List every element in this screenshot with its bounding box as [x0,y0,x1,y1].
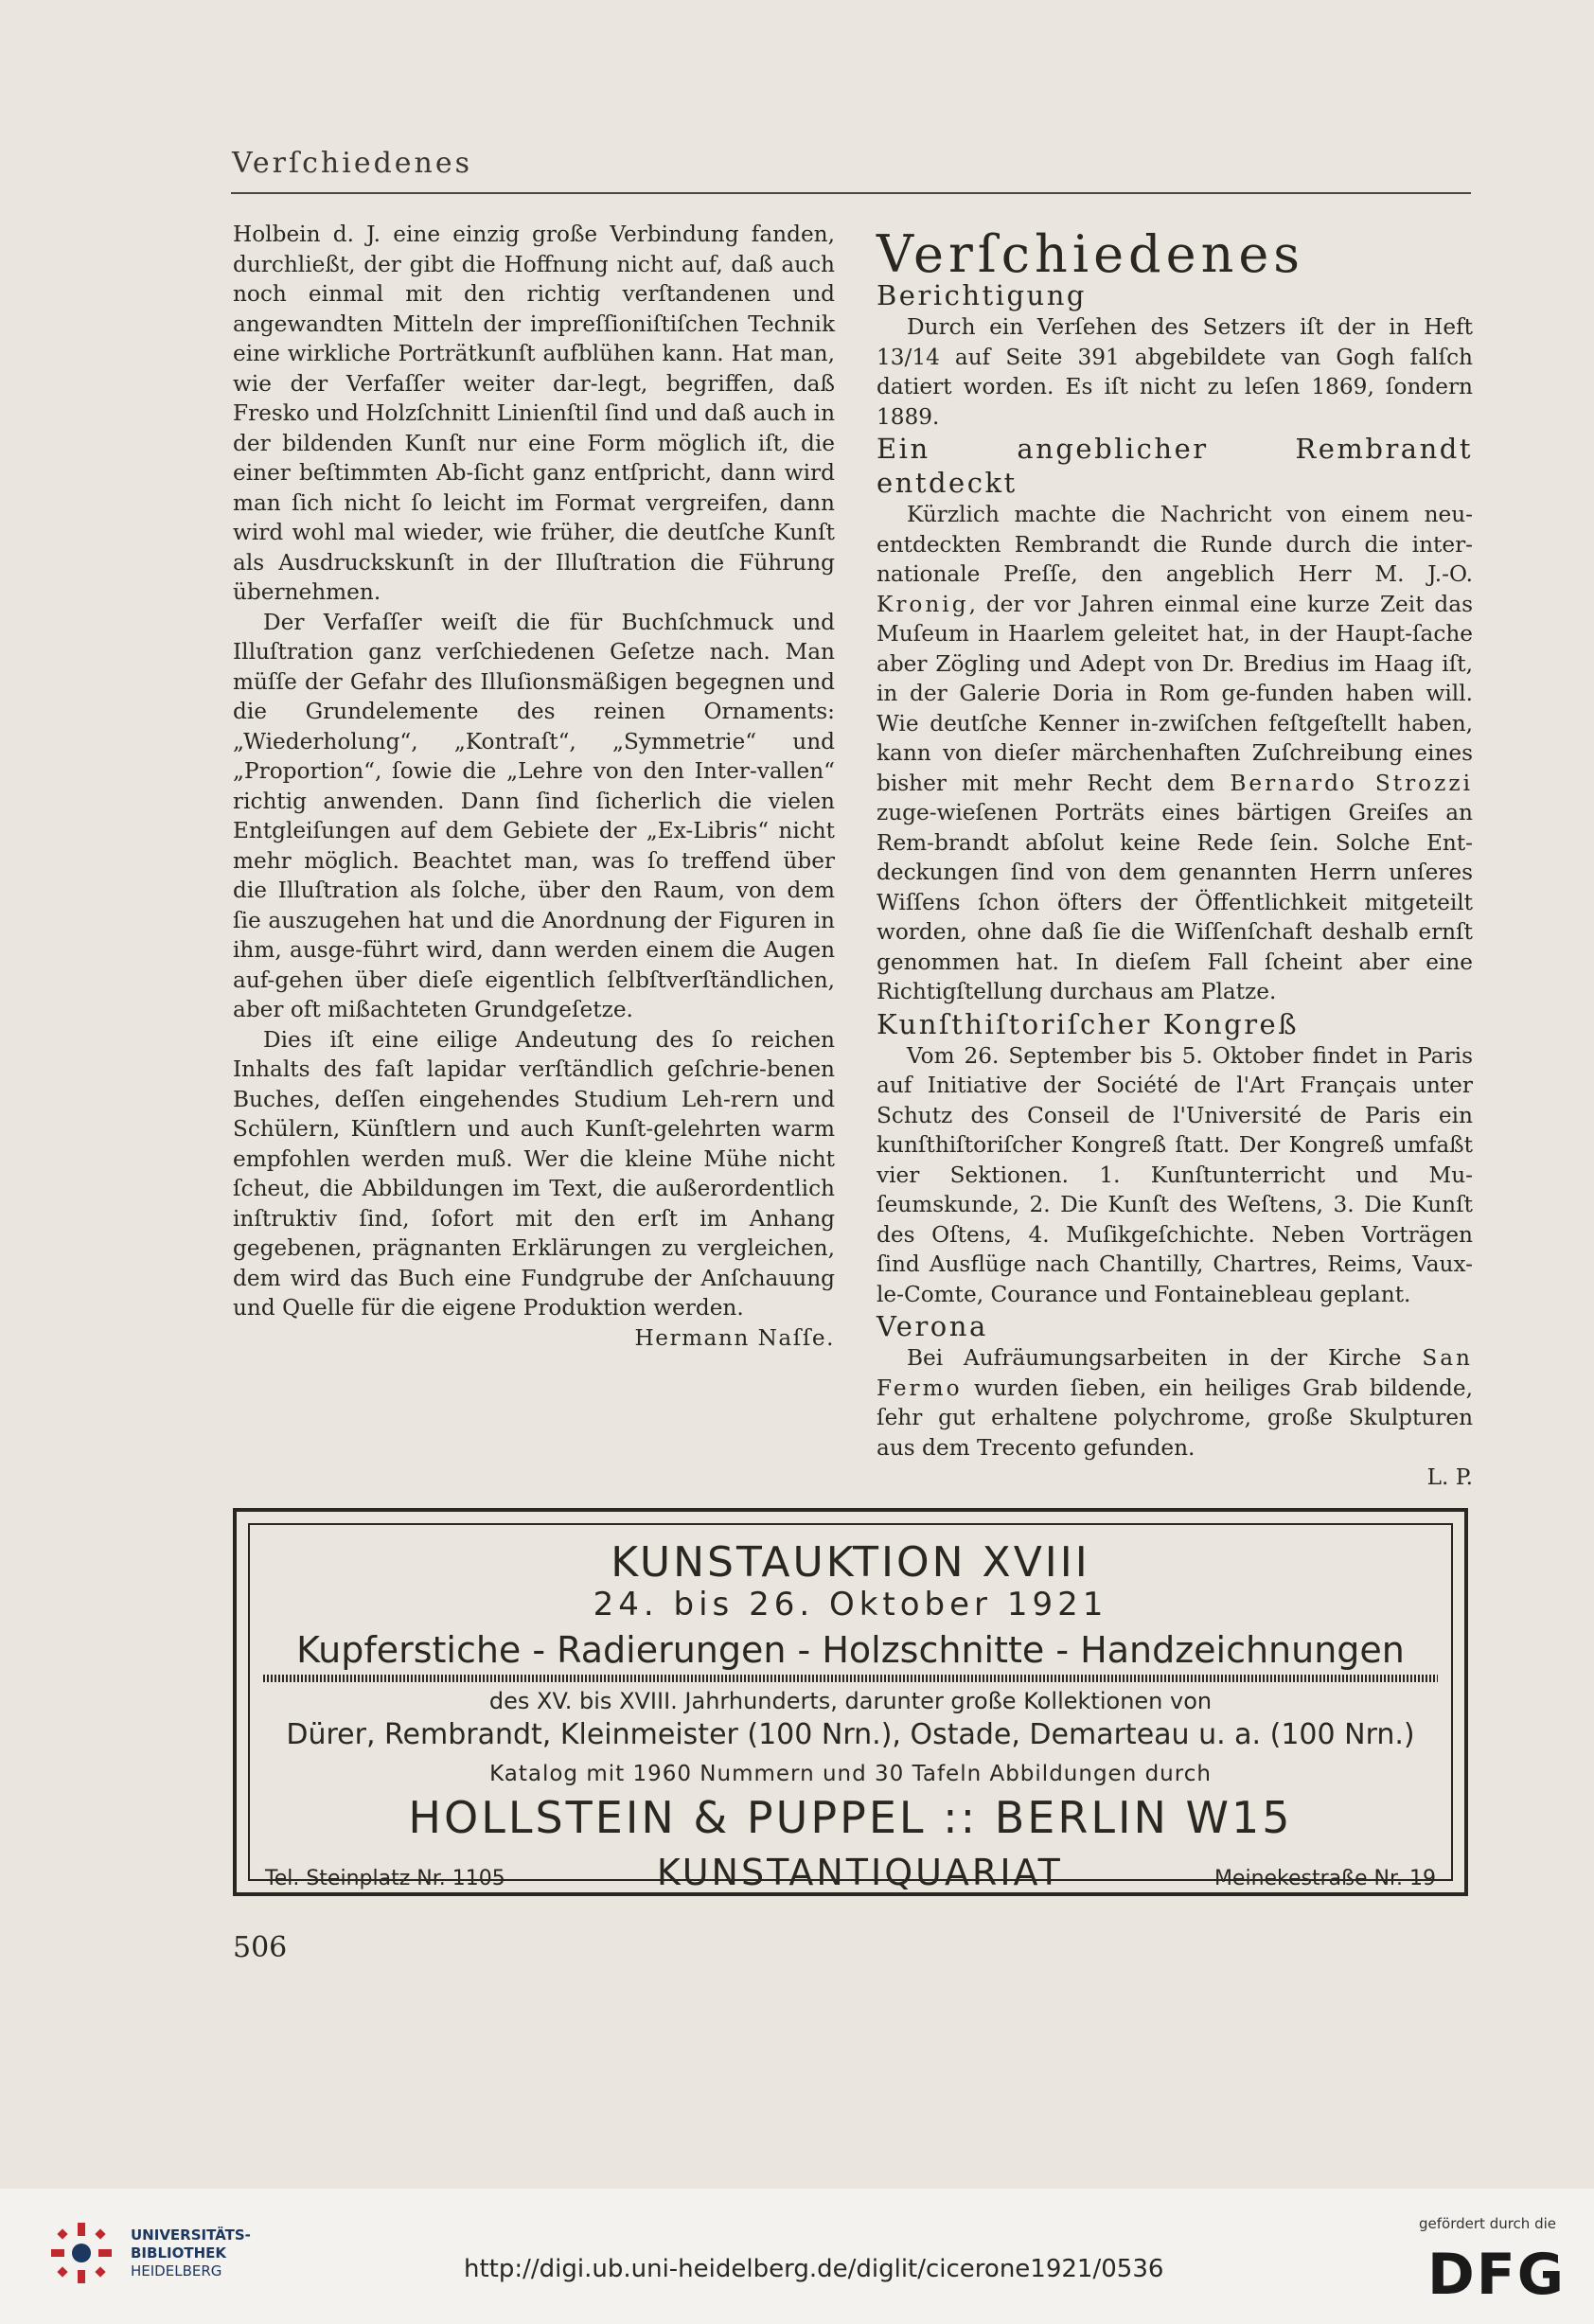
library-name-line-2: BIBLIOTHEK [131,2244,226,2262]
ad-centuries: des XV. bis XVIII. Jahrhunderts, darunter große Kollektionen von [488,1688,1213,1714]
text-rembrandt [877,500,1473,1007]
text-verona-b: wurden ſieben, ein heiliges Grab bildende, ſehr gut erhaltene polychrome, große Skulpturen aus dem Trecento gefunden. [877,1375,1473,1461]
ad-dotted-rule [263,1675,1438,1682]
name-strozzi: Bernardo Strozzi [1230,770,1473,796]
funding-credit: gefördert durch die [1419,2215,1556,2232]
advertisement-inner-frame [248,1523,1453,1893]
advertisement-box [233,1508,1468,1896]
dfg-logo: DFG [1426,2242,1566,2308]
library-name-line-3: HEIDELBERG [131,2262,222,2280]
text-rembrandt-b: , der vor Jahren einmal eine kurze Zeit das Muſeum in Haarlem geleitet hat, in der Haupt-ſache aber Zögling und Adept von Dr. Bredius im Haag iſt, in der Galerie Doria in Rom ge-funden haben will. Wie deutſche Kenner in-zwiſchen feſtgeſtellt haben, kann von dieſer märchenhaften Zuſchreibung eines bisher mit mehr Recht dem [877,591,1473,796]
left-paragraph-2: Der Verfaſſer weiſt die für Buchſchmuck und Illuſtration ganz verſchiedenen Geſetze nach. Man müſſe der Gefahr des Illuſionsmäßigen begegnen und die Grundelemente des reinen Ornaments: „Wiederholung“, „Kontraſt“, „Symmetrie“ und „Proportion“, ſowie die „Lehre von den Inter-vallen“ richtig anwenden. Dann ſind ſicherlich die vielen Entgleiſungen auf dem Gebiete der „Ex-Libris“ nicht mehr möglich. Beachtet man, was ſo treffend über die Illuſtration als ſolche, über den Raum, von dem ſie auszugehen hat und die Anordnung der Figuren in ihm, ausge-führt wird, dann werden einem die Augen auf-gehen über dieſe eigentlich ſelbſtverſtändlichen, aber oft mißachteten Grundgeſetze. [233,609,835,1022]
page-number: 506 [233,1931,288,1964]
digitization-footer [0,2189,1594,2324]
ad-contact-row [265,1852,1436,1893]
ad-auction-title: KUNSTAUKTION XVIII [611,1538,1090,1587]
digital-copy-url[interactable]: http://digi.ub.uni-heidelberg.de/diglit/cicerone1921/0536 [464,2255,1164,2283]
text-rembrandt-a: Kürzlich machte die Nachricht von einem neu-entdeckten Rembrandt die Runde durch die inter-nationale Preſſe, den angeblich Herr M. J.-O. [877,502,1473,587]
ad-telephone: Tel. Steinplatz Nr. 1105 [265,1867,505,1890]
text-kongress: Vom 26. September bis 5. Oktober findet in Paris auf Initiative der Société de l'Art Français unter Schutz des Conseil de l'Université de Paris ein kunſthiſtoriſcher Kongreß ſtatt. Der Kongreß umfaßt vier Sektionen. 1. Kunſtunterricht und Mu-ſeumskunde, 2. Die Kunſt des Weſtens, 3. Die Kunſt des Oſtens, 4. Muſikgeſchichte. Neben Vorträgen ſind Ausflüge nach Chantilly, Chartres, Reims, Vaux-le-Comte, Courance und Fontainebleau geplant. [877,1042,1473,1307]
left-paragraph-1: Holbein d. J. eine einzig große Verbindung fanden, durchließt, der gibt die Hoffnung nicht auf, daß auch noch einmal mit den richtig verſtandenen und angewandten Mitteln der impreſſioniſtiſchen Technik eine wirkliche Porträtkunſt aufblühen kann. Hat man, wie der Verfaſſer weiter dar-legt, begriffen, daß Fresko und Holzſchnitt Linienſtil ſind und daß auch in der bildenden Kunſt nur eine Form möglich iſt, die einer beſtimmten Ab-ſicht ganz entſpricht, dann wird man ſich nicht ſo leicht im Format vergreifen, dann wird wohl mal wieder, wie früher, die deutſche Kunſt als Ausdruckskunſt in der Illuſtration die Führung übernehmen. [233,222,836,605]
subheading-kongress: Kunſthiſtoriſcher Kongreß [877,1007,1300,1040]
subheading-berichtigung: Berichtigung [877,279,1087,311]
ad-company: HOLLSTEIN & PUPPEL :: BERLIN W15 [408,1792,1293,1843]
ad-categories: Kupferstiche - Radierungen - Holzschnitte - Handzeichnungen [296,1629,1405,1671]
ad-artists: Dürer, Rembrandt, Kleinmeister (100 Nrn.), Ostade, Demarteau u. a. (100 Nrn.) [286,1718,1415,1751]
ad-address: Meinekestraße Nr. 19 [1213,1867,1436,1890]
left-paragraph-3: Dies iſt eine eilige Andeutung des ſo reichen Inhalts des faſt lapidar verſtändlich geſchrie-benen Buches, deſſen eingehendes Studium Leh-rern und Schülern, Künſtlern und auch Kunſt-gelehrten warm empfohlen werden muß. Wer die kleine Mühe nicht ſcheut, die Abbildungen im Text, die außerordentlich inſtruktiv ſind, ſofort mit den erſt im Anhang gegebenen, prägnanten Erklärungen zu vergleichen, dem wird das Buch eine Fundgrube der Anſchauung und Quelle für die eigene Produktion werden. [233,1026,835,1321]
header-rule [231,192,1471,194]
right-column [877,220,1473,1493]
ad-auction-dates: 24. bis 26. Oktober 1921 [593,1586,1108,1623]
ad-catalog: Katalog mit 1960 Nummern und 30 Tafeln Abbildungen durch [489,1762,1212,1786]
library-name [131,2226,251,2280]
university-library-logo-icon [49,2221,114,2285]
subheading-verona: Verona [877,1310,988,1342]
section-heading: Verſchiedenes [877,224,1305,284]
text-berichtigung: Durch ein Verſehen des Setzers iſt der in Heft 13/14 auf Seite 391 abgebildete van Gogh falſch datiert worden. Es iſt nicht zu leſen 1869, ſondern 1889. [877,314,1473,430]
left-column [233,220,835,1353]
text-rembrandt-c: zuge-wieſenen Porträts eines bärtigen Greiſes an Rem-brandt abſolut keine Rede ſein. Solche Ent-deckungen ſind von dem genannten Herrn unſeres Wiſſens ſchon öfters der Öffentlichkeit mitgeteilt worden, ohne daß ſie die Wiſſenſchaft deshalb ernſt genommen hat. In dieſem Fall ſcheint aber eine Richtigſtellung durchaus am Platze. [877,800,1473,1004]
name-san-fermo: San Fermo [877,1345,1473,1401]
text-verona-a: Bei Aufräumungsarbeiten in der Kirche [907,1345,1423,1371]
text-verona [877,1343,1473,1463]
library-name-line-1: UNIVERSITÄTS- [131,2226,251,2244]
author-signature: Hermann Naſſe. [634,1324,835,1351]
running-header: Verſchiedenes [232,147,473,180]
subheading-rembrandt: Ein angeblicher Rembrandt entdeckt [877,433,1473,499]
ad-trade: KUNSTANTIQUARIAT [656,1852,1063,1893]
name-kronig: Kronig [877,591,969,617]
author-initials: L. P. [1426,1464,1473,1490]
